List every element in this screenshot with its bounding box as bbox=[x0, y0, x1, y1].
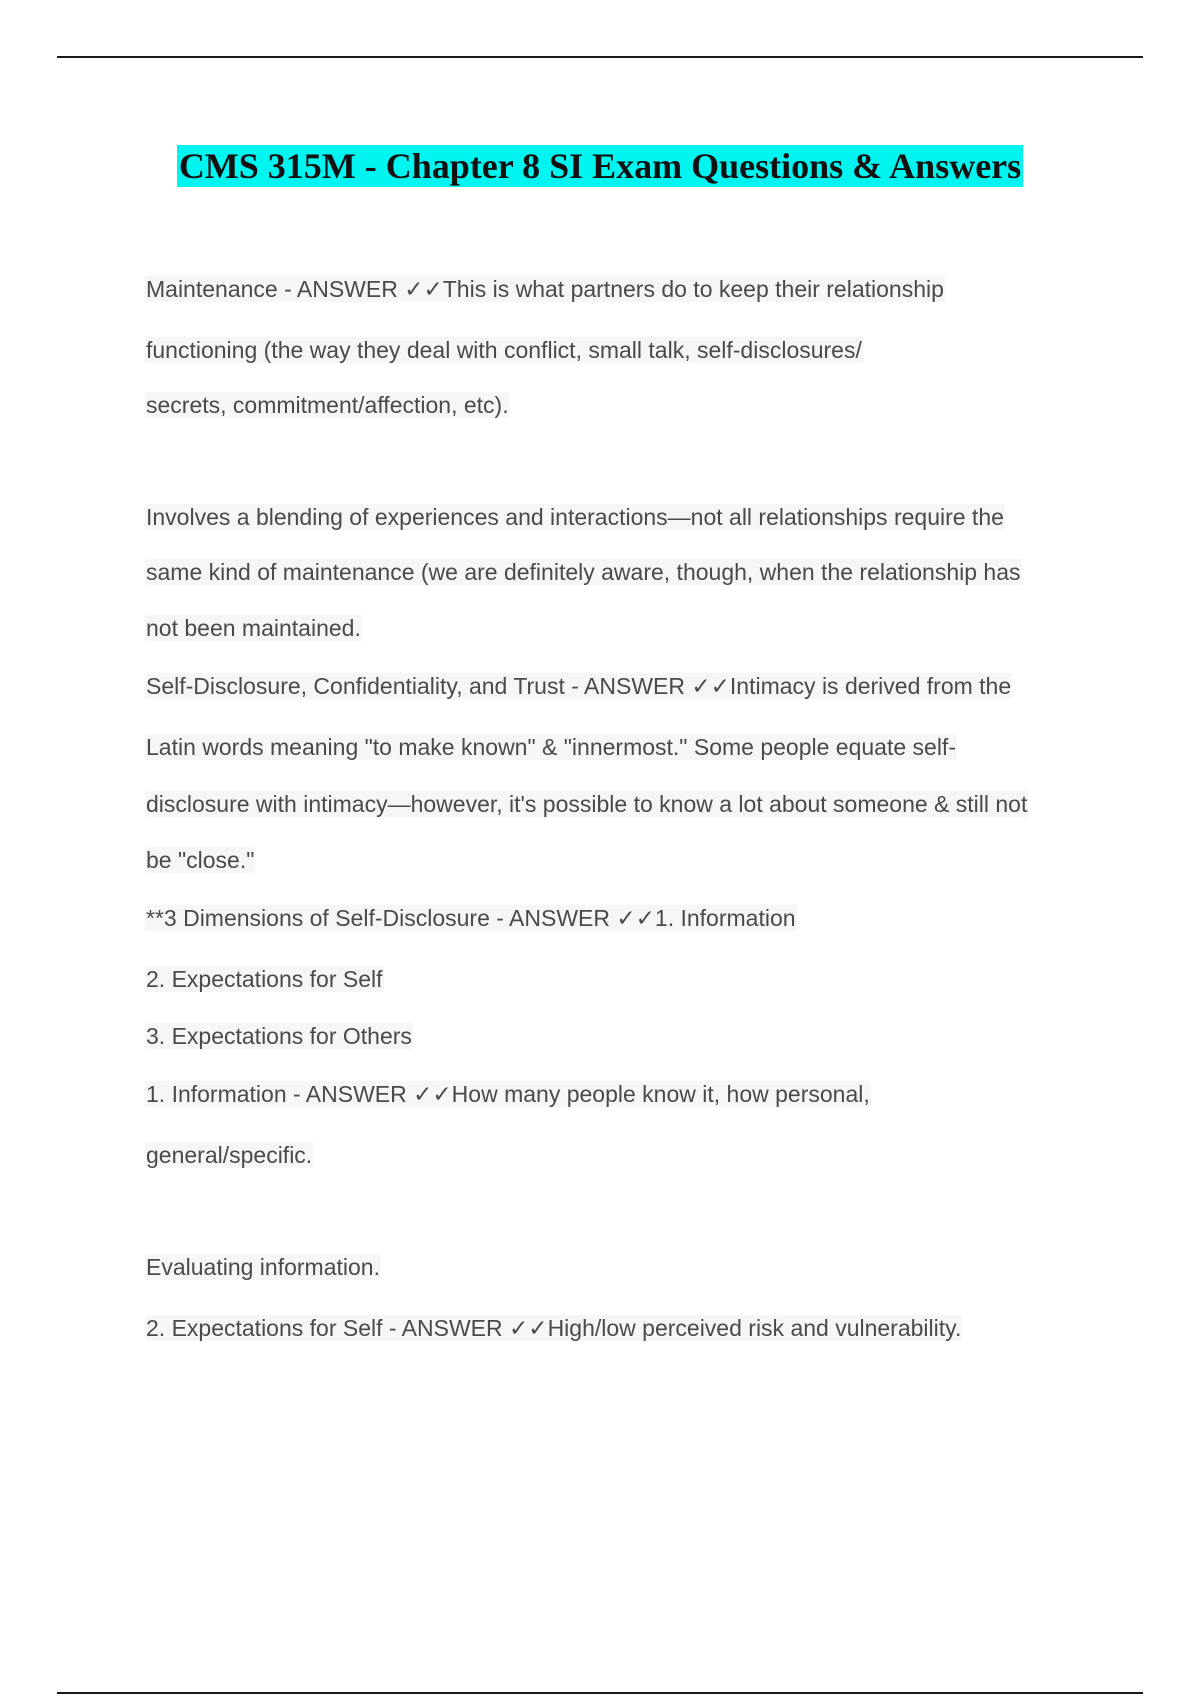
document-title: CMS 315M - Chapter 8 SI Exam Questions & Answers bbox=[178, 146, 1022, 186]
text-line bbox=[145, 335, 863, 365]
text-line bbox=[145, 390, 510, 420]
text-line-content: Latin words meaning "to make known" & "innermost." Some people equate self- bbox=[146, 734, 956, 760]
text-line-content: disclosure with intimacy—however, it's possible to know a lot about someone & still not bbox=[146, 791, 1028, 817]
text-line-content: functioning (the way they deal with conflict, small talk, self-disclosures/ bbox=[146, 337, 862, 363]
text-line-content: 2. Expectations for Self - ANSWER ✓✓High/low perceived risk and vulnerability. bbox=[146, 1315, 962, 1341]
text-line-content: not been maintained. bbox=[146, 615, 361, 641]
text-line-content: general/specific. bbox=[146, 1142, 313, 1168]
text-line bbox=[145, 789, 1028, 819]
text-line bbox=[145, 502, 1005, 532]
text-line bbox=[145, 613, 362, 643]
text-line-content: same kind of maintenance (we are definitely aware, though, when the relationship has bbox=[146, 559, 1021, 585]
text-line bbox=[145, 964, 384, 994]
text-line-content: 3. Expectations for Others bbox=[146, 1023, 412, 1049]
text-line bbox=[145, 1252, 381, 1282]
text-line bbox=[145, 1140, 313, 1170]
text-line bbox=[145, 557, 1022, 587]
text-line-content: **3 Dimensions of Self-Disclosure - ANSWER ✓✓1. Information bbox=[146, 905, 796, 931]
text-line-content: 2. Expectations for Self bbox=[146, 966, 383, 992]
text-line bbox=[145, 903, 797, 933]
text-line bbox=[145, 1079, 871, 1109]
text-line-content: be "close." bbox=[146, 847, 255, 873]
text-line bbox=[145, 671, 1012, 701]
text-line-content: Involves a blending of experiences and interactions—not all relationships require the bbox=[146, 504, 1004, 530]
text-line-content: 1. Information - ANSWER ✓✓How many people know it, how personal, bbox=[146, 1081, 870, 1107]
text-line-content: Maintenance - ANSWER ✓✓This is what partners do to keep their relationship bbox=[146, 276, 944, 302]
text-line-content: Self-Disclosure, Confidentiality, and Trust - ANSWER ✓✓Intimacy is derived from the bbox=[146, 673, 1012, 699]
text-line-content: secrets, commitment/affection, etc). bbox=[146, 392, 509, 418]
bottom-rule bbox=[57, 1692, 1143, 1694]
text-line-content: Evaluating information. bbox=[146, 1254, 380, 1280]
text-line bbox=[145, 1021, 413, 1051]
text-line bbox=[145, 732, 957, 762]
text-line bbox=[145, 274, 945, 304]
text-line bbox=[145, 845, 255, 875]
text-line bbox=[145, 1313, 962, 1343]
